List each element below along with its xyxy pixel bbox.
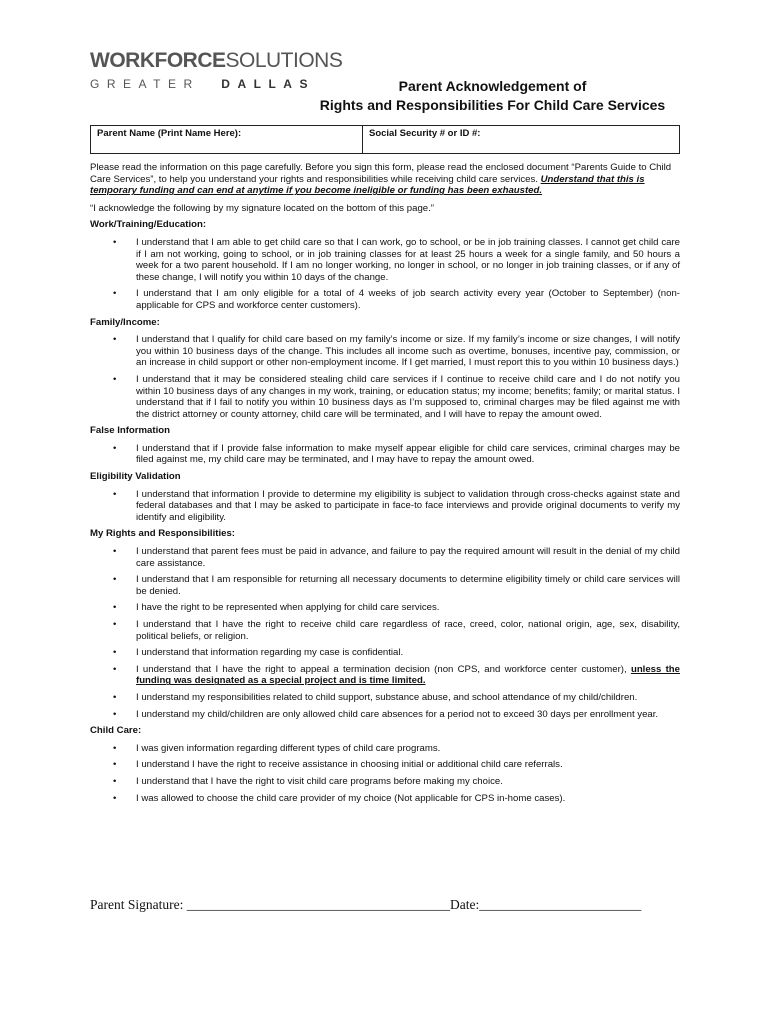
list-item: • I understand that if I provide false information to make myself appear eligible for child care services, criminal charges may be filed against me, my child care may be terminated, and I may have to repay the amount owed.	[90, 443, 680, 466]
list-item: • I understand that I have the right to receive child care regardless of race, creed, color, national origin, age, sex, disability, political beliefs, or religion.	[90, 619, 680, 642]
acknowledgement-statement: “I acknowledge the following by my signature located on the bottom of this page.”	[90, 202, 434, 214]
parent-info-table	[90, 125, 680, 154]
list-item: • I understand that I am responsible for returning all necessary documents to determine eligibility timely or child care services will be denied.	[90, 574, 680, 597]
list-item: • I understand I have the right to receive assistance in choosing initial or additional child care referrals.	[90, 759, 680, 771]
list-item: • I have the right to be represented when applying for child care services.	[90, 602, 680, 614]
signature-row	[90, 897, 690, 913]
form-title-line1: Parent Acknowledgement of	[398, 78, 587, 94]
appeal-emphasis: unless the funding was designated as a special project and is time limited.	[136, 663, 681, 687]
intro-emphasis: Understand that this is temporary funding and can end at anytime if you become ineligible or funding has been exhausted.	[90, 173, 645, 197]
parent-name-field[interactable]: Parent Name (Print Name Here):	[91, 126, 363, 153]
appeal-text: I understand that I have the right to appeal a termination decision (non CPS, and workforce center customer),	[136, 663, 627, 675]
section-heading-work: Work/Training/Education:	[90, 219, 207, 231]
child-care-list	[90, 743, 680, 804]
signature-line[interactable]: _______________________________________	[186, 897, 450, 912]
list-item: • I was allowed to choose the child care provider of my choice (Not applicable for CPS in-home cases).	[90, 793, 680, 805]
logo-word-dallas: DALLAS	[221, 77, 315, 91]
work-list	[90, 237, 680, 312]
form-body	[90, 162, 680, 809]
ssn-field[interactable]: Social Security # or ID #:	[369, 128, 481, 139]
eligibility-list	[90, 489, 680, 524]
signature-label: Parent Signature:	[90, 897, 184, 912]
form-title-line2: Rights and Responsibilities For Child Care Services	[319, 97, 666, 113]
list-item: • I understand that parent fees must be paid in advance, and failure to pay the required amount will result in the denial of my child care assistance.	[90, 546, 680, 569]
family-list	[90, 334, 680, 420]
intro-paragraph	[90, 162, 680, 197]
list-item: • I understand my responsibilities related to child support, substance abuse, and school attendance of my child/children.	[90, 692, 680, 704]
logo-word-greater: GREATER	[90, 77, 200, 91]
section-heading-eligibility: Eligibility Validation	[90, 471, 181, 483]
logo-word-workforce: WORKFORCE	[90, 49, 226, 72]
list-item: • I understand that information regarding my case is confidential.	[90, 647, 680, 659]
section-heading-child-care: Child Care:	[90, 725, 142, 737]
list-item: • I understand that I have the right to visit child care programs before making my choice.	[90, 776, 680, 788]
list-item: • I was given information regarding different types of child care programs.	[90, 743, 680, 755]
list-item: • I understand that I am only eligible for a total of 4 weeks of job search activity every year (October to September) (non-applicable for CPS and workforce center customers).	[90, 288, 680, 311]
list-item: • I understand that it may be considered stealing child care services if I continue to receive child care and I do not notify you within 10 business days of any changes in my work, training, or education status; my income; benefits; family; or marital status. I understand that if I fail to notify you within 10 business days as I’m supposed to, criminal charges may be filed against me with the district attorney or county attorney, child care will be terminated, and I will have to repay the amount owed.	[90, 374, 680, 420]
list-item: • I understand that I am able to get child care so that I can work, go to school, or be in job training classes. I cannot get child care if I am not working, going to school, or in job training classes for at least 25 hours a week for a single family, and 50 hours a week for a two parent household. If I am no longer working, no longer in school, or no longer in job training classes, or if any of these change, I will notify you within 10 days of the change.	[90, 237, 680, 283]
logo-wordmark	[90, 50, 342, 72]
rights-list	[90, 546, 680, 720]
intro-text: Please read the information on this page carefully. Before you sign this form, please read the enclosed document “Parents Guide to Child Care Services”, to help you understand your rights and responsibilities while receiving child care services.	[90, 162, 672, 185]
false-info-list	[90, 443, 680, 466]
list-item: • I understand my child/children are only allowed child care absences for a period not to exceed 30 days per enrollment year.	[90, 709, 680, 721]
section-heading-family: Family/Income:	[90, 316, 160, 328]
section-heading-rights: My Rights and Responsibilities:	[90, 528, 235, 540]
list-item: • I understand that information I provide to determine my eligibility is subject to validation through cross-checks against state and federal databases and that I may be asked to participate in face-to face interviews and provide original documents to verify my identify and eligibility.	[90, 489, 680, 524]
form-title	[305, 77, 680, 115]
logo-word-solutions: SOLUTIONS	[225, 49, 343, 72]
date-line[interactable]: ________________________	[479, 897, 642, 912]
list-item: • I understand that I qualify for child care based on my family’s income or size. If my family’s income or size changes, I will notify you within 10 business days of the change. This includes all income such as overtime, bonuses, incentive pay, commission, or an increase in child support or other non-employment income. If I get married, I must report this to you within 10 business days.)	[90, 334, 680, 369]
list-item-appeal	[90, 664, 680, 687]
date-label: Date:	[449, 897, 480, 912]
section-heading-false-info: False Information	[90, 425, 170, 437]
